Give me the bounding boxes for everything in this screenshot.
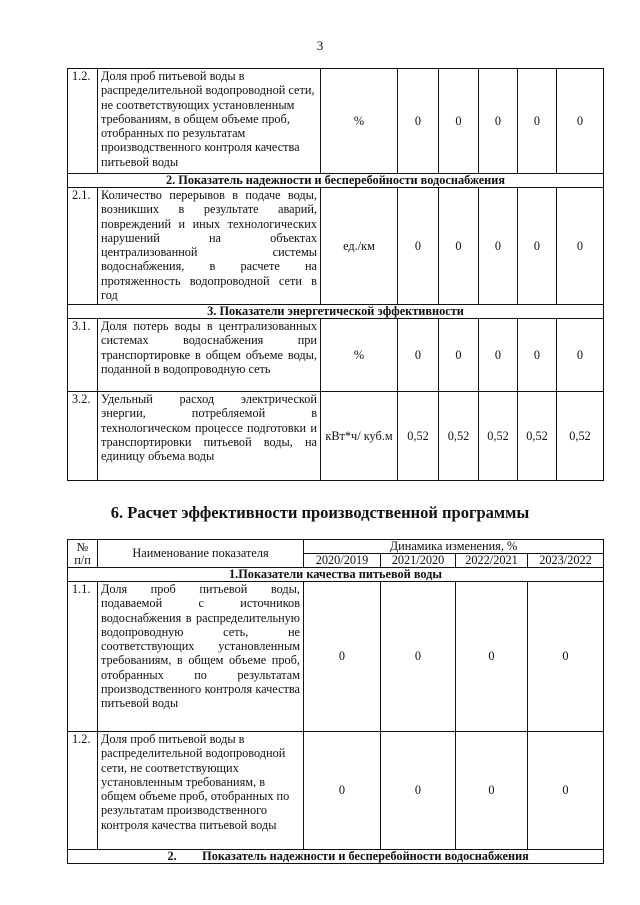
row-number: 3.2. bbox=[68, 392, 98, 481]
value-cell: 0 bbox=[381, 732, 456, 850]
value-cell: 0 bbox=[398, 69, 439, 174]
value-cell: 0 bbox=[398, 319, 439, 392]
indicator-name: Доля проб питьевой воды в распределительной водопроводной сети, не соответствующих установленным требованиям, в общем объеме проб, отобранных по результатам производственного контроля качества питьевой воды bbox=[98, 732, 304, 850]
indicator-name: Удельный расход электрической энергии, потребляемой в технологическом процессе подготовки и транспортировки питьевой воды, на единицу объема воды bbox=[98, 392, 321, 481]
table-row bbox=[68, 188, 604, 305]
value-cell: 0 bbox=[479, 69, 518, 174]
value-cell: 0 bbox=[518, 319, 557, 392]
row-number: 1.2. bbox=[68, 732, 98, 850]
section-title: Показатели качества питьевой воды bbox=[238, 567, 442, 581]
indicator-name: Доля проб питьевой воды в распределительной водопроводной сети, не соответствующих установленным требованиям, в общем объеме проб, отобранных по результатам производственного контроля качества питьевой воды bbox=[98, 69, 321, 174]
value-cell: 0 bbox=[518, 188, 557, 305]
efficiency-table bbox=[67, 539, 604, 864]
header-period: 2023/2022 bbox=[528, 554, 604, 568]
value-cell: 0 bbox=[439, 319, 479, 392]
value-cell: 0,52 bbox=[398, 392, 439, 481]
value-cell: 0 bbox=[557, 319, 604, 392]
value-cell: 0 bbox=[528, 582, 604, 732]
indicator-name: Количество перерывов в подаче воды, возникших в результате аварий, повреждений и иных технологических нарушений на объектах централизованной системы водоснабжения, в расчете на протяженность водопроводной сети в год bbox=[98, 188, 321, 305]
header-name: Наименование показателя bbox=[98, 540, 304, 568]
value-cell: 0 bbox=[439, 188, 479, 305]
header-period: 2021/2020 bbox=[381, 554, 456, 568]
indicators-table bbox=[67, 68, 604, 481]
value-cell: 0 bbox=[304, 732, 381, 850]
indicator-name: Доля проб питьевой воды, подаваемой с источников водоснабжения в распределительную водопроводную сеть, не соответствующих установленным требованиям, в общем объеме проб, отобранных по результатам производственного контроля качества питьевой воды bbox=[98, 582, 304, 732]
value-cell: 0,52 bbox=[479, 392, 518, 481]
section-heading: 6. Расчет эффективности производственной программы bbox=[110, 503, 530, 522]
section-title: Показатель надежности и бесперебойности водоснабжения bbox=[202, 849, 529, 863]
section-row bbox=[68, 568, 604, 582]
value-cell: 0 bbox=[518, 69, 557, 174]
row-number: 1.2. bbox=[68, 69, 98, 174]
value-cell: 0 bbox=[439, 69, 479, 174]
section-number: 2. bbox=[167, 849, 177, 863]
table-row bbox=[68, 732, 604, 850]
value-cell: 0 bbox=[479, 188, 518, 305]
indicator-name: Доля потерь воды в централизованных системах водоснабжения при транспортировке в общем объеме воды, поданной в водопроводную сеть bbox=[98, 319, 321, 392]
value-cell: 0 bbox=[557, 69, 604, 174]
value-cell: 0 bbox=[456, 732, 528, 850]
header-dynamics: Динамика изменения, % bbox=[304, 540, 604, 554]
row-number: 2.1. bbox=[68, 188, 98, 305]
value-cell: 0 bbox=[479, 319, 518, 392]
value-cell: 0 bbox=[304, 582, 381, 732]
table-row bbox=[68, 319, 604, 392]
page-number: 3 bbox=[316, 38, 324, 53]
value-cell: 0 bbox=[398, 188, 439, 305]
table-row bbox=[68, 582, 604, 732]
section-title: 2. Показатель надежности и бесперебойности водоснабжения bbox=[68, 174, 604, 188]
unit-cell: % bbox=[321, 319, 398, 392]
section-number: 1. bbox=[229, 567, 239, 581]
section-row bbox=[68, 850, 604, 864]
unit-cell: кВт*ч/ куб.м bbox=[321, 392, 398, 481]
row-number: 3.1. bbox=[68, 319, 98, 392]
header-num: № п/п bbox=[68, 540, 98, 568]
header-row bbox=[68, 540, 604, 554]
row-number: 1.1. bbox=[68, 582, 98, 732]
value-cell: 0 bbox=[528, 732, 604, 850]
unit-cell: % bbox=[321, 69, 398, 174]
value-cell: 0 bbox=[557, 188, 604, 305]
value-cell: 0 bbox=[456, 582, 528, 732]
header-period: 2022/2021 bbox=[456, 554, 528, 568]
header-period: 2020/2019 bbox=[304, 554, 381, 568]
table-row bbox=[68, 69, 604, 174]
value-cell: 0 bbox=[381, 582, 456, 732]
value-cell: 0,52 bbox=[557, 392, 604, 481]
value-cell: 0,52 bbox=[439, 392, 479, 481]
section-row bbox=[68, 174, 604, 188]
section-title: 3. Показатели энергетической эффективности bbox=[68, 305, 604, 319]
unit-cell: ед./км bbox=[321, 188, 398, 305]
table-row bbox=[68, 392, 604, 481]
value-cell: 0,52 bbox=[518, 392, 557, 481]
section-row bbox=[68, 305, 604, 319]
